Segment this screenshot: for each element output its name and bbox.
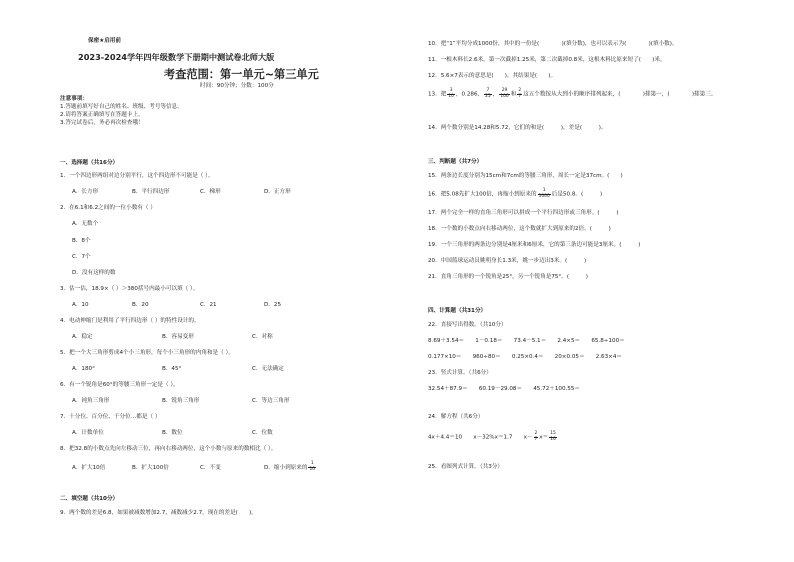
- fraction: [549, 432, 557, 442]
- fraction: [534, 432, 539, 442]
- question-7: 7．十分位、百分位、千分位…都是（ ）: [60, 414, 161, 420]
- question-1-options: [72, 189, 291, 196]
- question-8-options: [72, 462, 317, 472]
- question-22: 22．直接写出得数。（共10分）: [428, 322, 507, 328]
- section-heading-choice: 一、选择题（共16分）: [60, 160, 119, 166]
- option-b[interactable]: B．45°: [162, 366, 182, 372]
- question-13-text: ，0.286，: [455, 91, 484, 98]
- calc-row: 8.69＋3.54＝ 1－0.18＝ 73.4－5.1＝ 2.4×5＝ 65.8÷100＝: [428, 338, 625, 344]
- fraction-denominator: 16: [550, 436, 556, 442]
- fraction-denominator: 10: [448, 93, 454, 99]
- question-13: [428, 89, 716, 99]
- option-c[interactable]: C．不变: [200, 464, 221, 471]
- fraction-numerator: 29: [499, 89, 509, 95]
- question-20: 20．中国篮球运动员姚明身长1.3米，姚一步迈出3米。( ): [428, 258, 587, 264]
- equation-text: x＝: [539, 434, 549, 441]
- question-14: 14．两个数分别是14.28和5.72，它们的和是( )，差是( )。: [428, 125, 607, 131]
- question-16: [428, 189, 602, 199]
- fraction-numerator: 1: [538, 189, 551, 195]
- option-c[interactable]: C．对称: [252, 334, 273, 340]
- option-c[interactable]: C．等边三角形: [252, 398, 290, 404]
- section-heading-judge: 三、判断题（共7分）: [428, 159, 483, 165]
- fraction-numerator: 7: [484, 89, 492, 95]
- question-3: 3．估一估，18.9×（ ）＞380括号内最小可以填（ ）。: [60, 286, 199, 292]
- option-d[interactable]: [264, 462, 317, 472]
- question-13-text: 13．把: [428, 91, 447, 98]
- option-d-label: D．缩小到原来的: [264, 464, 308, 471]
- option-d[interactable]: D．正方形: [264, 189, 291, 195]
- question-6-options: [72, 398, 289, 405]
- fraction: [499, 89, 509, 99]
- section-heading-calc: 四、计算题（共31分）: [428, 308, 487, 314]
- question-19: 19．一个三角形的两条边分别是4厘米和6厘米，它的第三条边可能是3厘米。( ): [428, 242, 641, 248]
- option-d[interactable]: D．没有这样的数: [72, 270, 116, 276]
- option-a[interactable]: A．稳定: [72, 334, 93, 340]
- question-9: 9．两个数的差是6.8，如果被减数增加2.7，减数减少2.7，现在的差是( )。: [60, 510, 257, 516]
- option-c[interactable]: C．无法确定: [252, 366, 284, 372]
- question-23: 23．竖式计算。（共6分）: [428, 370, 492, 376]
- fraction: [308, 462, 316, 472]
- option-b[interactable]: B．数位: [162, 430, 183, 436]
- option-a[interactable]: A．扩大10倍: [72, 464, 106, 471]
- exam-scope: 考查范围：第一单元~第三单元: [164, 68, 319, 81]
- option-a[interactable]: A．长方形: [72, 189, 99, 195]
- fraction-numerator: 3: [447, 89, 455, 95]
- question-10: 10．把“1”平均分成1000份，其中的一份是( )(填分数)，也可以表示为( )(填小数)。: [428, 41, 678, 47]
- question-1: 1．一个四边形两组对边分别平行，这个四边形不可能是（ ）。: [60, 173, 214, 179]
- question-15: 15．两条边长度分别为15cm和7cm的等腰三角形，周长一定是37cm。( ): [428, 173, 623, 179]
- note-item: 2.请将答案正确填写在答题卡上。: [60, 112, 144, 118]
- question-18: 18．一个数的小数点向右移动两位，这个数就扩大到原来的2倍。( ): [428, 226, 611, 232]
- equation-row: [428, 432, 558, 442]
- fraction-denominator: 7: [534, 436, 538, 442]
- question-6: 6．有一个锐角是60°的等腰三角形一定是（ ）。: [60, 382, 179, 388]
- question-13-text: 和: [510, 91, 517, 98]
- question-21: 21．直角三角形的一个锐角是25°，另一个锐角是75°。( ): [428, 274, 588, 280]
- option-c[interactable]: C．梯形: [200, 189, 221, 195]
- fraction-denominator: 7: [518, 93, 522, 99]
- fraction: [538, 189, 551, 199]
- option-a[interactable]: A．钝角三角形: [72, 398, 110, 404]
- fraction-denominator: 100: [500, 93, 509, 99]
- question-13-text: 这五个数按从大到小的顺序排列起来，( )排第一，( )排第三。: [523, 91, 717, 98]
- question-13-text: ，: [492, 91, 499, 98]
- question-4-options: [72, 334, 273, 341]
- exam-meta: 时间：90分钟；分数：100分: [200, 83, 274, 89]
- option-b[interactable]: B．8个: [72, 238, 91, 244]
- section-heading-fill: 二、填空题（共10分）: [60, 496, 119, 502]
- notes-heading: 注意事项：: [60, 96, 88, 102]
- question-12: 12．5.6×7表示的意思是( )，其结果是( )。: [428, 73, 557, 79]
- fraction-numerator: 1: [308, 462, 316, 468]
- option-b[interactable]: B．平行四边形: [132, 189, 170, 195]
- option-a[interactable]: A．计数单位: [72, 430, 104, 436]
- fraction-denominator: 10: [309, 466, 316, 472]
- option-a[interactable]: A．180°: [72, 366, 95, 372]
- fraction: [484, 89, 492, 99]
- question-7-options: [72, 430, 273, 437]
- option-b[interactable]: B．容易变形: [162, 334, 194, 340]
- fraction-numerator: 15: [550, 431, 556, 436]
- option-b[interactable]: B．扩大100倍: [132, 464, 169, 471]
- fraction-numerator: 2: [518, 88, 522, 93]
- question-16-text: 16．把5.08先扩大100倍，再缩小到原来的: [428, 191, 537, 198]
- question-11: 11．一根木料长2.6米，第一次截掉1.25米，第二次截掉0.8米，这根木料比原来短了( )米。: [428, 57, 666, 63]
- fraction-denominator: 25: [485, 93, 491, 99]
- option-b[interactable]: B．锐角三角形: [162, 398, 200, 404]
- calc-row: 0.177×10＝ 960÷80＝ 0.25×0.4＝ 20×0.05＝ 2.63×4＝: [428, 354, 623, 360]
- fraction-numerator: 2: [534, 431, 538, 436]
- question-4: 4．电动伸缩门是利用了平行四边形（ ）的特性设计的。: [60, 318, 200, 324]
- question-16-text: 后是50.8。( ): [551, 191, 603, 198]
- exam-title: 2023-2024学年四年级数学下册期中测试卷北师大版: [78, 52, 275, 62]
- question-8: 8．把32.8的小数点先向左移动三位，再向右移动两位，这个小数与原来的数相比（ ）。: [60, 446, 277, 452]
- question-3-options: [72, 302, 281, 309]
- question-24: 24．解方程（共6分）: [428, 414, 484, 420]
- option-c[interactable]: C．7个: [72, 254, 91, 260]
- note-item: 3.答完试卷后，务必再次检查哦！: [60, 120, 144, 126]
- fraction: [447, 89, 455, 99]
- question-5-options: [72, 366, 284, 373]
- note-item: 1.答题前填写好自己的姓名、班级、考号等信息。: [60, 104, 183, 110]
- option-b[interactable]: B．20: [132, 302, 149, 308]
- equation-text: 4x＋4.4＝10 x－32%x＝1.7 x－: [428, 434, 533, 441]
- question-5: 5．把一个大三角形剪成4个小三角形，每个小三角形的内角和是（ ）。: [60, 350, 234, 356]
- option-d[interactable]: D．25: [264, 302, 282, 308]
- question-25: 25．看图列式计算。（共3分）: [428, 464, 504, 470]
- question-17: 17．两个完全一样的直角三角形可以拼成一个平行四边形或三角形。( ): [428, 210, 619, 216]
- option-a[interactable]: A．无数个: [72, 221, 99, 227]
- fraction: [517, 89, 522, 99]
- calc-row: 32.54＋87.9＝ 60.19－29.08＝ 45.72＋100.55＝: [428, 386, 581, 392]
- option-c[interactable]: C．位数: [252, 430, 273, 436]
- question-2: 2．在6.1和6.2之间的一位小数有（ ）: [60, 205, 156, 211]
- secret-label: 保密★启用前: [88, 38, 121, 44]
- option-c[interactable]: C．21: [200, 302, 217, 308]
- option-a[interactable]: A．10: [72, 302, 89, 308]
- fraction-denominator: 1000: [538, 193, 550, 199]
